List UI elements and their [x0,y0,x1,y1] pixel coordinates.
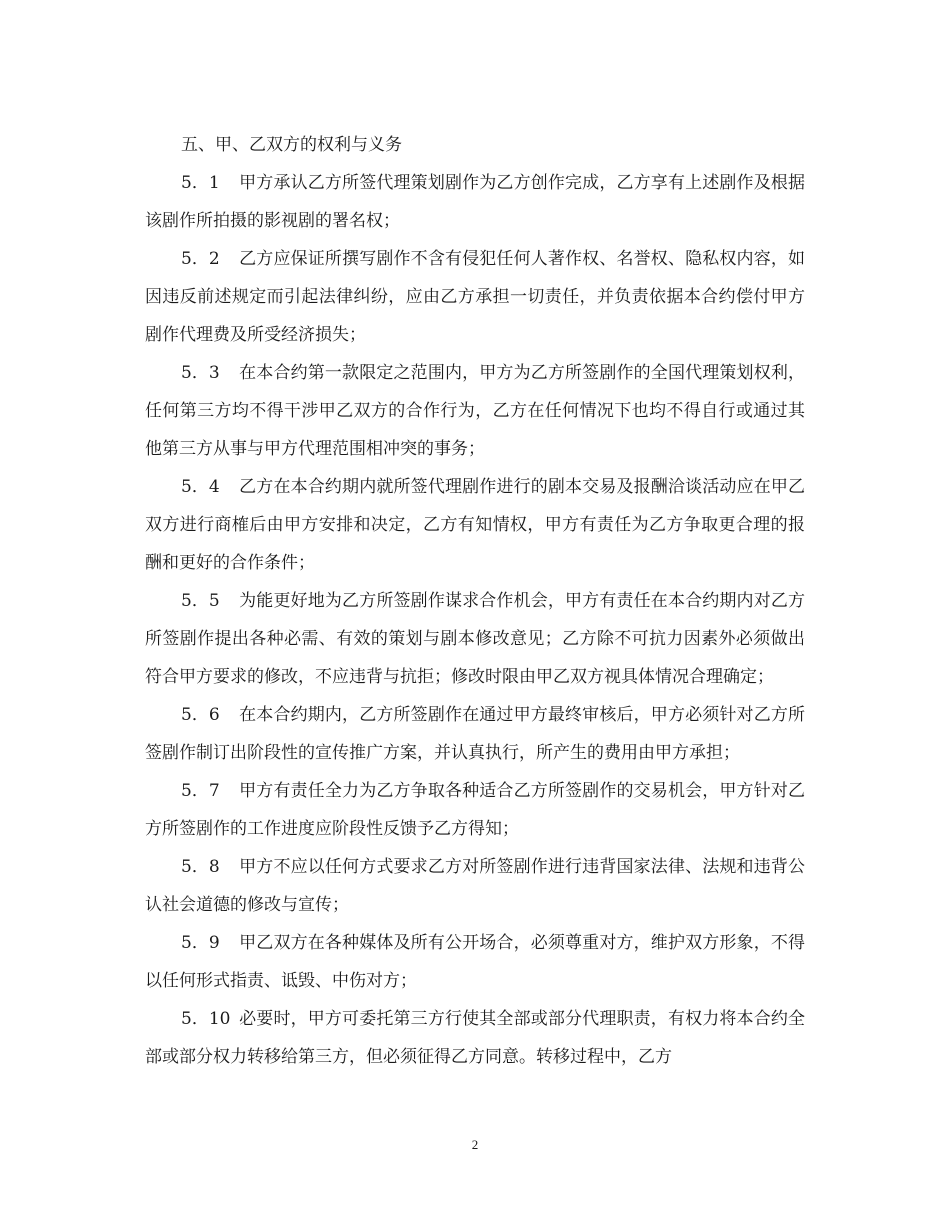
clause-text: 乙方应保证所撰写剧作不含有侵犯任何人著作权、名誉权、隐私权内容，如因违反前述规定而引起法律纠纷，应由乙方承担一切责任，并负责依据本合约偿付甲方剧作代理费及所受经济损失； [145,249,805,345]
clause-text: 甲方有责任全力为乙方争取各种适合乙方所签剧作的交易机会，甲方针对乙方所签剧作的工作进度应阶段性反馈予乙方得知； [145,781,805,839]
clause-text: 为能更好地为乙方所签剧作谋求合作机会，甲方有责任在本合约期内对乙方所签剧作提出各种必需、有效的策划与剧本修改意见；乙方除不可抗力因素外必须做出符合甲方要求的修改，不应违背与抗拒；修改时限由甲乙双方视具体情况合理确定； [145,591,805,687]
page-number: 2 [471,1137,479,1152]
clause-number: 5．6 [181,705,220,725]
clause-number: 5．9 [181,933,220,953]
clause-text: 乙方在本合约期内就所签代理剧作进行的剧本交易及报酬洽谈活动应在甲乙双方进行商榷后由甲方安排和决定，乙方有知情权，甲方有责任为乙方争取更合理的报酬和更好的合作条件； [145,477,805,573]
clause-paragraph [145,468,805,582]
section-heading: 五、甲、乙双方的权利与义务 [181,135,402,155]
clause-paragraph [145,1000,805,1076]
clause-number: 5．10 [181,1009,231,1029]
clause-number: 5．4 [181,477,220,497]
clause-paragraph [145,582,805,696]
clause-text: 甲方承认乙方所签代理策划剧作为乙方创作完成，乙方享有上述剧作及根据该剧作所拍摄的影视剧的署名权； [145,173,805,231]
clause-number: 5．5 [181,591,220,611]
clause-number: 5．3 [181,363,220,383]
clause-paragraph [145,848,805,924]
clause-paragraph [145,240,805,354]
clause-text: 甲乙双方在各种媒体及所有公开场合，必须尊重对方，维护双方形象，不得以任何形式指责、诋毁、中伤对方； [145,933,805,991]
clause-text: 必要时，甲方可委托第三方行使其全部或部分代理职责，有权力将本合约全部或部分权力转移给第三方，但必须征得乙方同意。转移过程中，乙方 [145,1009,805,1067]
clause-text: 在本合约期内，乙方所签剧作在通过甲方最终审核后，甲方必须针对乙方所签剧作制订出阶段性的宣传推广方案，并认真执行，所产生的费用由甲方承担； [145,705,805,763]
clause-paragraph [145,354,805,468]
clause-text: 甲方不应以任何方式要求乙方对所签剧作进行违背国家法律、法规和违背公认社会道德的修改与宣传； [145,857,805,915]
clause-text: 在本合约第一款限定之范围内，甲方为乙方所签剧作的全国代理策划权利，任何第三方均不得干涉甲乙双方的合作行为，乙方在任何情况下也均不得自行或通过其他第三方从事与甲方代理范围相冲突的事务； [145,363,805,459]
clause-paragraph [145,924,805,1000]
clause-number: 5．8 [181,857,220,877]
clause-paragraph [145,164,805,240]
clause-number: 5．7 [181,781,220,801]
clause-paragraph [145,696,805,772]
clause-paragraph [145,772,805,848]
clause-number: 5．2 [181,249,220,269]
clause-number: 5．1 [181,173,220,193]
document-body [145,126,805,1076]
